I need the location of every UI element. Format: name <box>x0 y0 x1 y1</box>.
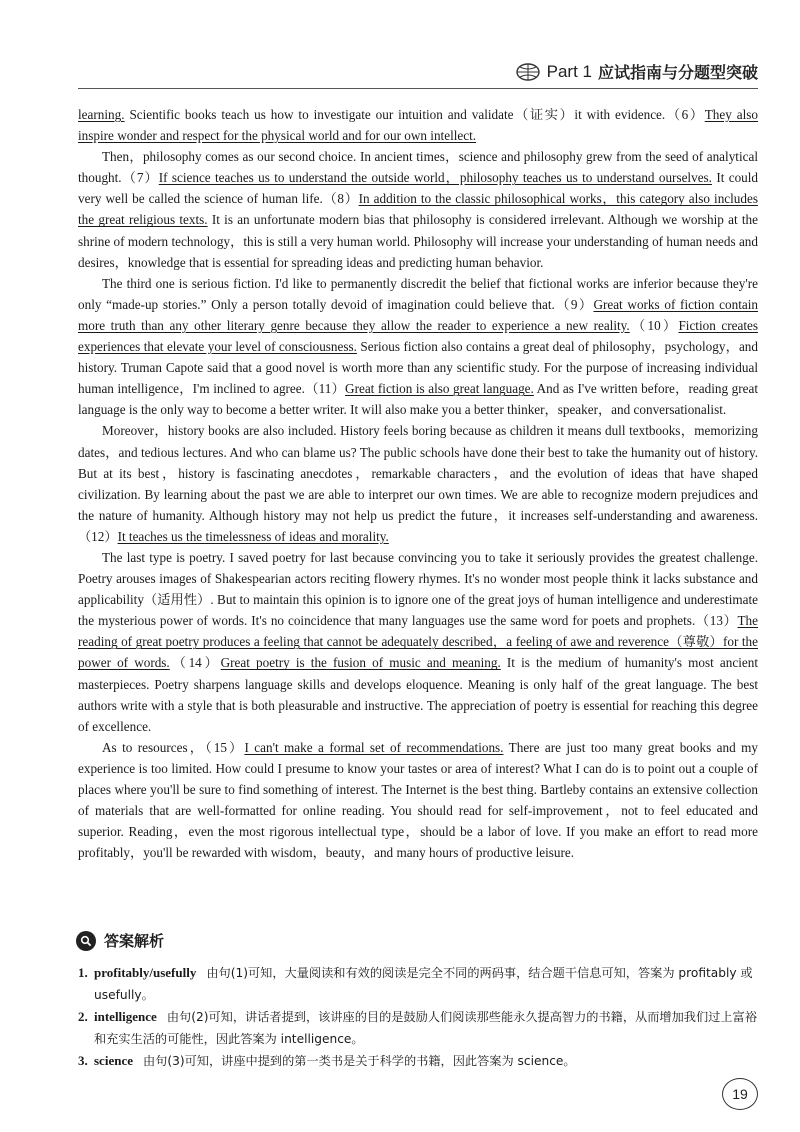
underlined-sentence: learning. <box>78 107 125 122</box>
part-label: Part 1 <box>546 61 592 81</box>
underlined-sentence: Great poetry is the fusion of music and meaning. <box>220 655 501 671</box>
text-run: And as I've written before，reading great language is the only way to become a better writer. It will also make you a better thinker，speaker，and conversationalist. <box>78 381 758 418</box>
answer-number: 3. <box>78 1053 88 1068</box>
page-number: 19 <box>722 1078 758 1110</box>
answer-body <box>94 1006 760 1050</box>
text-run: Moreover，history books are also included. History feels boring because as children it means dull textbooks，memorizing dates，and tedious lectures. And who can blame us? The public schools have done their best to take the humanity out of history. But at its best，history is fascinating anecdotes，remarkable characters，and the evolution of ideas that have shaped civilization. By learning about the past we are able to interpret our own times. We are able to recognize modern prejudices and the nature of humanity. Although history may not help us predict the future，it increases self-understanding and awareness.（12） <box>78 423 758 544</box>
answer-item <box>78 1006 760 1050</box>
answer-key: intelligence <box>94 1009 157 1024</box>
search-icon <box>76 931 96 951</box>
text-run: The third one is serious fiction. I'd like to permanently discredit the belief that fictional works are inferior because they're only “made-up stories.” Only a person totally devoid of imagination could believe that.（9） <box>78 275 758 312</box>
answers-title: 答案解析 <box>104 932 165 950</box>
answer-explanation: 由句(2)可知，讲话者提到，该讲座的目的是鼓励人们阅读那些能永久提高智力的书籍，从而增加我们过上富裕和充实生活的可能性，因此答案为 intelligence。 <box>94 1010 757 1046</box>
answer-number: 1. <box>78 965 88 980</box>
text-run: The last type is poetry. I saved poetry for last because convincing you to take it seriously provides the greatest challenge. Poetry arouses images of Shakespearian actors reciting flowery rhymes. It's no wonder most people think it lacks substance and applicability（适用性）. But to maintain this opinion is to ignore one of the great joys of human intelligence and underestimate the mysterious power of words. It's no coincidence that many languages use the same word for poets and prophets.（13） <box>78 549 758 629</box>
text-run: Scientific books teach us how to investigate our intuition and validate（证实）it with evidence.（6） <box>124 107 705 122</box>
underlined-sentence: The reading of great poetry produces a feeling that cannot be adequately described，a feeling of awe and reverence（尊敬）for the power of words. <box>78 613 758 671</box>
paragraph-history <box>78 420 758 547</box>
article-body <box>78 104 758 863</box>
underlined-sentence: I can't make a formal set of recommendations. <box>244 739 504 755</box>
paragraph-1 <box>78 104 758 146</box>
underlined-sentence: In addition to the classic philosophical works，this category also includes the great religious texts. <box>78 191 758 228</box>
underlined-sentence: Great works of fiction contain more truth than any other literary genre because they allow the reader to experience a new reality. <box>78 296 758 333</box>
text-run: Then，philosophy comes as our second choice. In ancient times，science and philosophy grew from the seed of analytical thought.（7） <box>78 149 758 186</box>
answer-item <box>78 1050 760 1072</box>
answer-item <box>78 962 760 1006</box>
answers-heading <box>76 930 164 951</box>
answer-key: science <box>94 1053 133 1068</box>
text-run: It could very well be called the science of human life.（8） <box>78 170 759 207</box>
text-run: It is an unfortunate modern bias that philosophy is considered irrelevant. Although we worship at the shrine of modern technology，this is still a very human world. Philosophy will increase your understanding of human needs and desires，knowledge that is essential for spreading ideas and predicting human behavior. <box>78 212 758 270</box>
answer-explanation: 由句(1)可知，大量阅读和有效的阅读是完全不同的两码事，结合题干信息可知，答案为 profitably 或 usefully。 <box>94 966 753 1002</box>
answer-key: profitably/usefully <box>94 965 197 980</box>
underlined-sentence: Fiction creates experiences that elevate your level of consciousness. <box>78 317 759 355</box>
running-header <box>515 60 758 83</box>
text-run: Serious fiction also contains a great deal of philosophy，psychology，and history. Truman Capote said that a good novel is worth more than any scientific study. For the purpose of increasing individual human intelligence，I'm inclined to agree.（11） <box>78 339 758 397</box>
underlined-sentence: They also inspire wonder and respect for the physical world and for our own intellect. <box>78 107 758 144</box>
text-run: （10） <box>629 317 679 333</box>
underlined-sentence: It teaches us the timelessness of ideas and morality. <box>117 528 389 544</box>
paragraph-poetry <box>78 547 758 737</box>
paragraph-fiction <box>78 273 758 421</box>
text-run: It is the medium of humanity's most ancient masterpieces. Poetry sharpens language skills and develops eloquence. Meaning is only half of the great language. The best authors write with a style that is both pleasurable and instructive. The appreciation of poetry is essential for reaching this degree of excellence. <box>78 655 758 734</box>
answers-list <box>78 962 760 1072</box>
section-title: 应试指南与分题型突破 <box>597 63 758 82</box>
answer-explanation: 由句(3)可知，讲座中提到的第一类书是关于科学的书籍，因此答案为 science。 <box>142 1054 576 1068</box>
answer-body <box>94 962 760 1006</box>
globe-book-icon <box>515 62 541 82</box>
paragraph-philosophy <box>78 146 758 273</box>
underlined-sentence: If science teaches us to understand the outside world，philosophy teaches us to understand ourselves. <box>158 170 712 186</box>
answer-body <box>94 1050 760 1072</box>
text-run: There are just too many great books and my experience is too limited. How could I presume to know your tastes or area of interest? What I can do is to point out a couple of places where you'll be sure to find something of interest. The Internet is the best thing. Bartleby contains an extensive collection of materials that are well-formatted for online reading. You should read for self-improvement，not to feel educated and superior. Reading，even the most rigorous intellectual type，should be a labor of love. If you make an effort to read more profitably，you'll be rewarded with wisdom，beauty，and many hours of productive leisure. <box>78 739 758 861</box>
underlined-sentence: Great fiction is also great language. <box>345 381 534 397</box>
paragraph-resources <box>78 737 758 864</box>
header-divider <box>78 88 758 89</box>
text-run: As to resources，（15） <box>102 739 245 755</box>
text-run: （14） <box>169 655 221 671</box>
answer-number: 2. <box>78 1009 88 1024</box>
